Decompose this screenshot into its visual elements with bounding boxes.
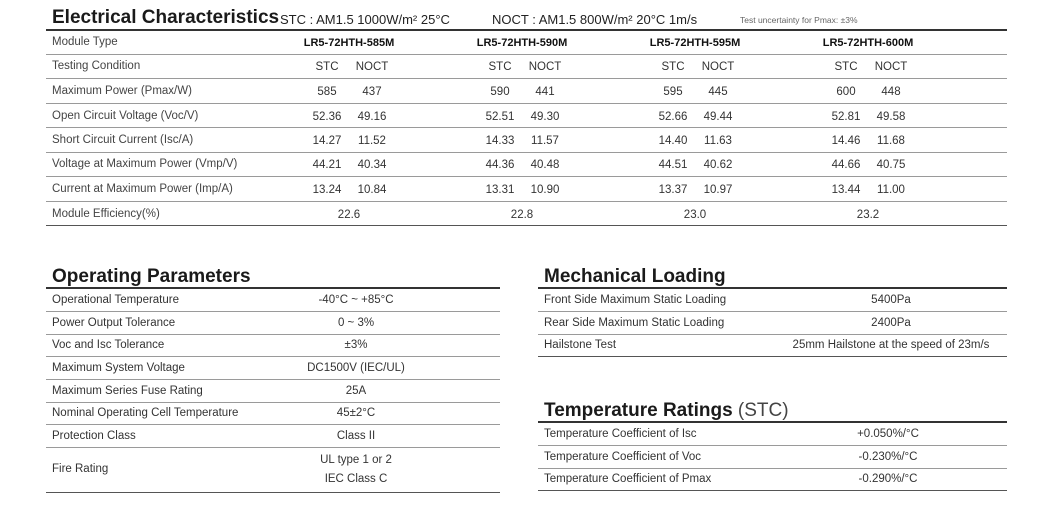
operating-row-label: Protection Class <box>52 430 136 442</box>
operating-title: Operating Parameters <box>52 266 251 287</box>
test-uncertainty-note: Test uncertainty for Pmax: ±3% <box>740 15 858 25</box>
electrical-row-label: Short Circuit Current (Isc/A) <box>52 134 194 146</box>
stc-value: 44.21 <box>312 159 342 171</box>
noct-header: NOCT <box>355 61 389 73</box>
electrical-title: Electrical Characteristics <box>52 7 280 28</box>
noct-value: 11.63 <box>704 135 732 147</box>
stc-header: STC <box>834 61 858 73</box>
operating-row-value: Class II <box>336 430 376 442</box>
mechanical-row-label: Front Side Maximum Static Loading <box>544 294 727 306</box>
stc-value: 52.51 <box>485 111 515 123</box>
stc-value: 14.46 <box>831 135 861 147</box>
row-divider <box>46 311 500 312</box>
mechanical-row-value: 2400Pa <box>871 317 911 329</box>
temperature-row-value: -0.230%/°C <box>858 451 918 463</box>
mechanical-row-label: Rear Side Maximum Static Loading <box>544 317 725 329</box>
temperature-title-suffix: (STC) <box>737 400 789 421</box>
electrical-row-label: Current at Maximum Power (Imp/A) <box>52 183 233 195</box>
fire-rating-line2: IEC Class C <box>324 473 388 485</box>
noct-value: 40.75 <box>876 159 906 171</box>
row-divider <box>538 490 1007 491</box>
row-divider <box>46 201 1007 202</box>
temperature-row-value: -0.290%/°C <box>858 473 918 485</box>
row-divider <box>46 402 500 403</box>
mechanical-top-rule <box>538 287 1007 289</box>
noct-value: 441 <box>535 86 555 98</box>
efficiency-value: 22.8 <box>510 209 534 221</box>
electrical-top-rule <box>46 29 1007 31</box>
noct-header: NOCT <box>701 61 735 73</box>
row-divider <box>46 379 500 380</box>
stc-value: 13.37 <box>658 184 688 196</box>
row-divider <box>46 103 1007 104</box>
stc-header: STC <box>488 61 512 73</box>
stc-header: STC <box>315 61 339 73</box>
row-divider <box>538 468 1007 469</box>
fire-rating-line1: UL type 1 or 2 <box>320 454 392 466</box>
noct-value: 40.48 <box>530 159 560 171</box>
row-divider <box>46 54 1007 55</box>
row-divider <box>46 424 500 425</box>
module-type-label: Module Type <box>52 36 118 48</box>
stc-header: STC <box>661 61 685 73</box>
efficiency-value: 22.6 <box>337 209 361 221</box>
stc-value: 44.51 <box>658 159 688 171</box>
operating-top-rule <box>46 287 500 289</box>
efficiency-value: 23.0 <box>683 209 707 221</box>
noct-value: 10.84 <box>357 184 387 196</box>
stc-value: 44.66 <box>831 159 861 171</box>
noct-value: 11.52 <box>358 135 386 147</box>
temperature-row-value: +0.050%/°C <box>857 428 919 440</box>
noct-value: 448 <box>881 86 901 98</box>
operating-row-label: Voc and Isc Tolerance <box>52 339 165 351</box>
operating-row-label: Operational Temperature <box>52 294 179 306</box>
efficiency-label: Module Efficiency(%) <box>52 208 160 220</box>
row-divider <box>46 447 500 448</box>
noct-value: 49.16 <box>357 111 387 123</box>
row-divider <box>46 78 1007 79</box>
stc-value: 13.44 <box>831 184 861 196</box>
stc-value: 13.24 <box>312 184 342 196</box>
temperature-title-text: Temperature Ratings <box>544 400 733 421</box>
row-divider <box>46 334 500 335</box>
temperature-row-label: Temperature Coefficient of Voc <box>544 451 702 463</box>
stc-value: 52.81 <box>831 111 861 123</box>
stc-value: 52.66 <box>658 111 688 123</box>
stc-value: 14.33 <box>485 135 515 147</box>
row-divider <box>538 356 1007 357</box>
electrical-bottom-rule <box>46 225 1007 226</box>
noct-value: 49.58 <box>876 111 906 123</box>
stc-value: 52.36 <box>312 111 342 123</box>
electrical-row-label: Voltage at Maximum Power (Vmp/V) <box>52 158 238 170</box>
electrical-row-label: Maximum Power (Pmax/W) <box>52 85 192 97</box>
mechanical-row-value: 5400Pa <box>871 294 911 306</box>
noct-value: 11.00 <box>877 184 905 196</box>
row-divider <box>538 334 1007 335</box>
noct-value: 437 <box>362 86 382 98</box>
model-header: LR5-72HTH-595M <box>649 37 741 49</box>
operating-row-label: Nominal Operating Cell Temperature <box>52 407 239 419</box>
noct-value: 40.34 <box>357 159 387 171</box>
operating-row-value: DC1500V (IEC/UL) <box>307 362 405 374</box>
stc-value: 585 <box>317 86 337 98</box>
operating-row-label: Power Output Tolerance <box>52 317 176 329</box>
temperature-row-label: Temperature Coefficient of Isc <box>544 428 697 440</box>
temperature-title <box>544 400 789 422</box>
row-divider <box>46 127 1007 128</box>
temperature-row-label: Temperature Coefficient of Pmax <box>544 473 712 485</box>
stc-value: 590 <box>490 86 510 98</box>
stc-value: 595 <box>663 86 683 98</box>
mechanical-row-label: Hailstone Test <box>544 339 617 351</box>
electrical-row-label: Open Circuit Voltage (Voc/V) <box>52 110 199 122</box>
efficiency-value: 23.2 <box>856 209 880 221</box>
fire-rating-label: Fire Rating <box>52 463 109 475</box>
stc-value: 44.36 <box>485 159 515 171</box>
noct-header: NOCT <box>874 61 908 73</box>
mechanical-row-value: 25mm Hailstone at the speed of 23m/s <box>792 339 990 351</box>
row-divider <box>538 311 1007 312</box>
row-divider <box>538 445 1007 446</box>
row-divider <box>46 152 1007 153</box>
noct-value: 445 <box>708 86 728 98</box>
operating-row-label: Maximum System Voltage <box>52 362 185 374</box>
noct-header: NOCT <box>528 61 562 73</box>
stc-value: 13.31 <box>485 184 515 196</box>
mechanical-title: Mechanical Loading <box>544 266 726 287</box>
model-header: LR5-72HTH-585M <box>303 37 395 49</box>
model-header: LR5-72HTH-600M <box>822 37 914 49</box>
noct-value: 49.44 <box>703 111 733 123</box>
operating-row-value: ±3% <box>344 339 368 351</box>
noct-value: 40.62 <box>703 159 733 171</box>
noct-value: 10.90 <box>530 184 560 196</box>
operating-bottom-rule <box>46 492 500 493</box>
row-divider <box>46 176 1007 177</box>
operating-row-value: 45±2°C <box>336 407 376 419</box>
row-divider <box>46 356 500 357</box>
noct-conditions: NOCT : AM1.5 800W/m² 20°C 1m/s <box>492 12 698 27</box>
model-header: LR5-72HTH-590M <box>476 37 568 49</box>
noct-value: 49.30 <box>530 111 560 123</box>
noct-value: 10.97 <box>703 184 733 196</box>
operating-row-value: 0 ~ 3% <box>337 317 375 329</box>
stc-value: 14.40 <box>658 135 688 147</box>
noct-value: 11.57 <box>531 135 559 147</box>
stc-value: 600 <box>836 86 856 98</box>
temperature-top-rule <box>538 421 1007 423</box>
operating-row-label: Maximum Series Fuse Rating <box>52 385 203 397</box>
noct-value: 11.68 <box>877 135 905 147</box>
operating-row-value: 25A <box>345 385 367 397</box>
stc-value: 14.27 <box>312 135 342 147</box>
testing-condition-label: Testing Condition <box>52 60 141 72</box>
stc-conditions: STC : AM1.5 1000W/m² 25°C <box>280 12 450 27</box>
operating-row-value: -40°C ~ +85°C <box>318 294 394 306</box>
